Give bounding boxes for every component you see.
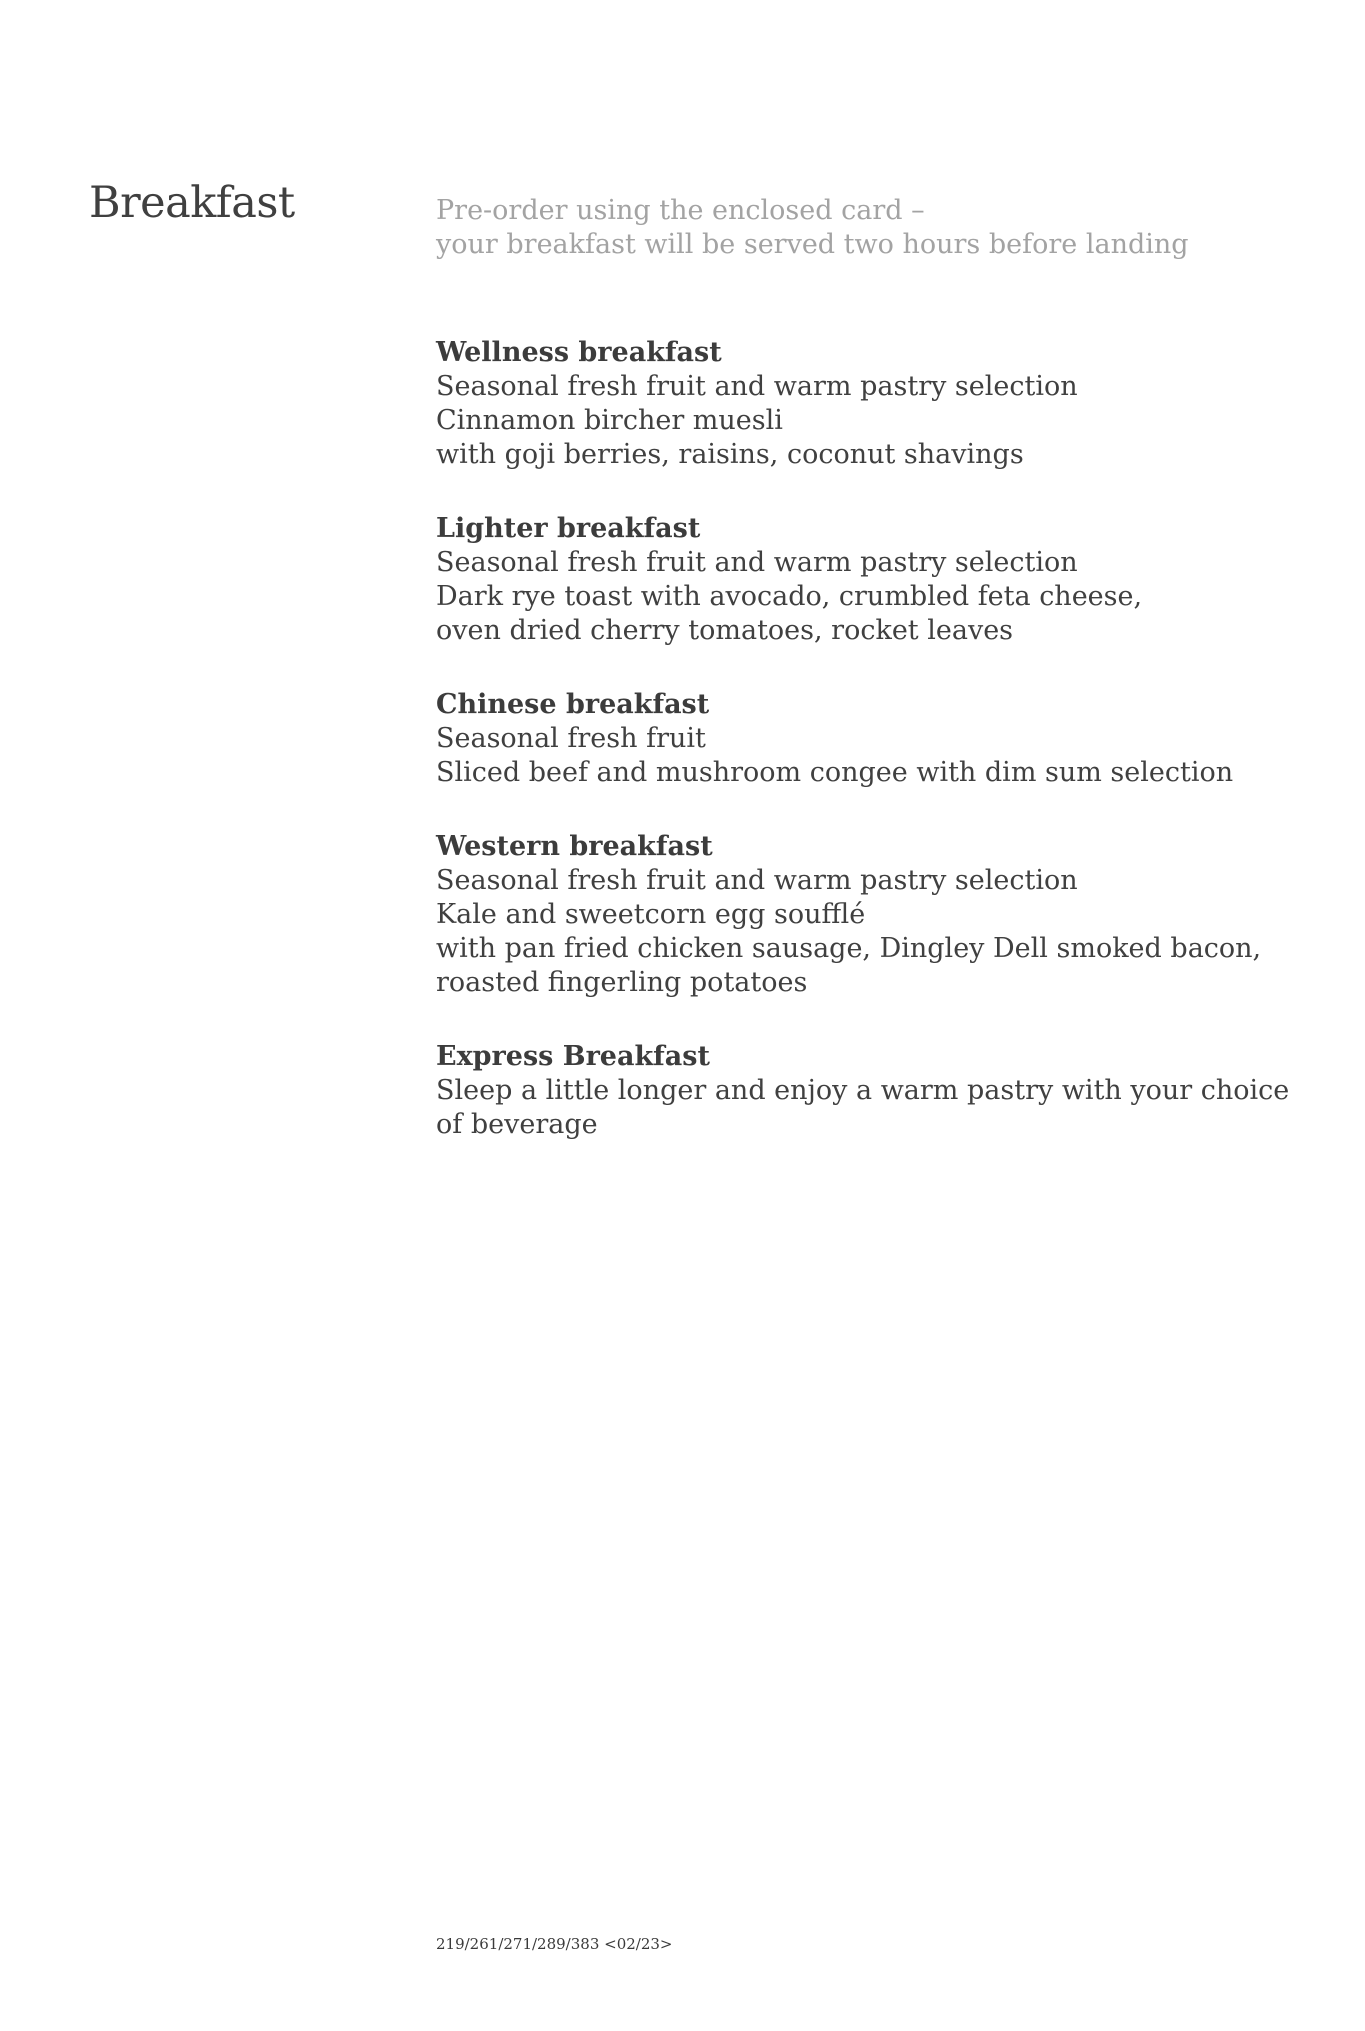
section-heading: Chinese breakfast — [436, 689, 710, 720]
menu-item-line: Sliced beef and mushroom congee with dim sum selection — [436, 757, 1234, 788]
menu-item-line: Seasonal fresh fruit and warm pastry selection — [436, 865, 1078, 896]
menu-reference-code: 219/261/271/289/383 <02/23> — [436, 1935, 673, 1953]
menu-item-line: Sleep a little longer and enjoy a warm pastry with your choice — [436, 1075, 1290, 1106]
intro-line: Pre-order using the enclosed card – — [436, 195, 925, 226]
menu-item-line: oven dried cherry tomatoes, rocket leaves — [436, 615, 1014, 646]
menu-item-line: with goji berries, raisins, coconut shavings — [436, 439, 1024, 470]
menu-item-line: Kale and sweetcorn egg soufflé — [436, 899, 866, 930]
menu-item-line: Seasonal fresh fruit and warm pastry selection — [436, 547, 1078, 578]
section-heading: Express Breakfast — [436, 1041, 710, 1072]
menu-section-western — [436, 830, 1336, 1000]
menu-item-line: Cinnamon bircher muesli — [436, 405, 783, 436]
menu-item-line: with pan fried chicken sausage, Dingley Dell smoked bacon, — [436, 933, 1262, 964]
intro-note — [436, 194, 1316, 262]
menu-item-line: of beverage — [436, 1109, 598, 1140]
menu-item-line: Seasonal fresh fruit — [436, 723, 706, 754]
menu-section-express — [436, 1040, 1336, 1142]
menu-item-line: Seasonal fresh fruit and warm pastry selection — [436, 371, 1078, 402]
menu-item-line: roasted fingerling potatoes — [436, 967, 808, 998]
intro-line: your breakfast will be served two hours before landing — [436, 229, 1189, 260]
section-heading: Lighter breakfast — [436, 513, 701, 544]
section-heading: Western breakfast — [436, 831, 713, 862]
breakfast-menu — [436, 336, 1336, 1182]
menu-section-chinese — [436, 688, 1336, 790]
menu-section-wellness — [436, 336, 1336, 472]
menu-section-lighter — [436, 512, 1336, 648]
section-heading: Wellness breakfast — [436, 337, 722, 368]
page-title: Breakfast — [89, 178, 295, 228]
menu-item-line: Dark rye toast with avocado, crumbled feta cheese, — [436, 581, 1143, 612]
